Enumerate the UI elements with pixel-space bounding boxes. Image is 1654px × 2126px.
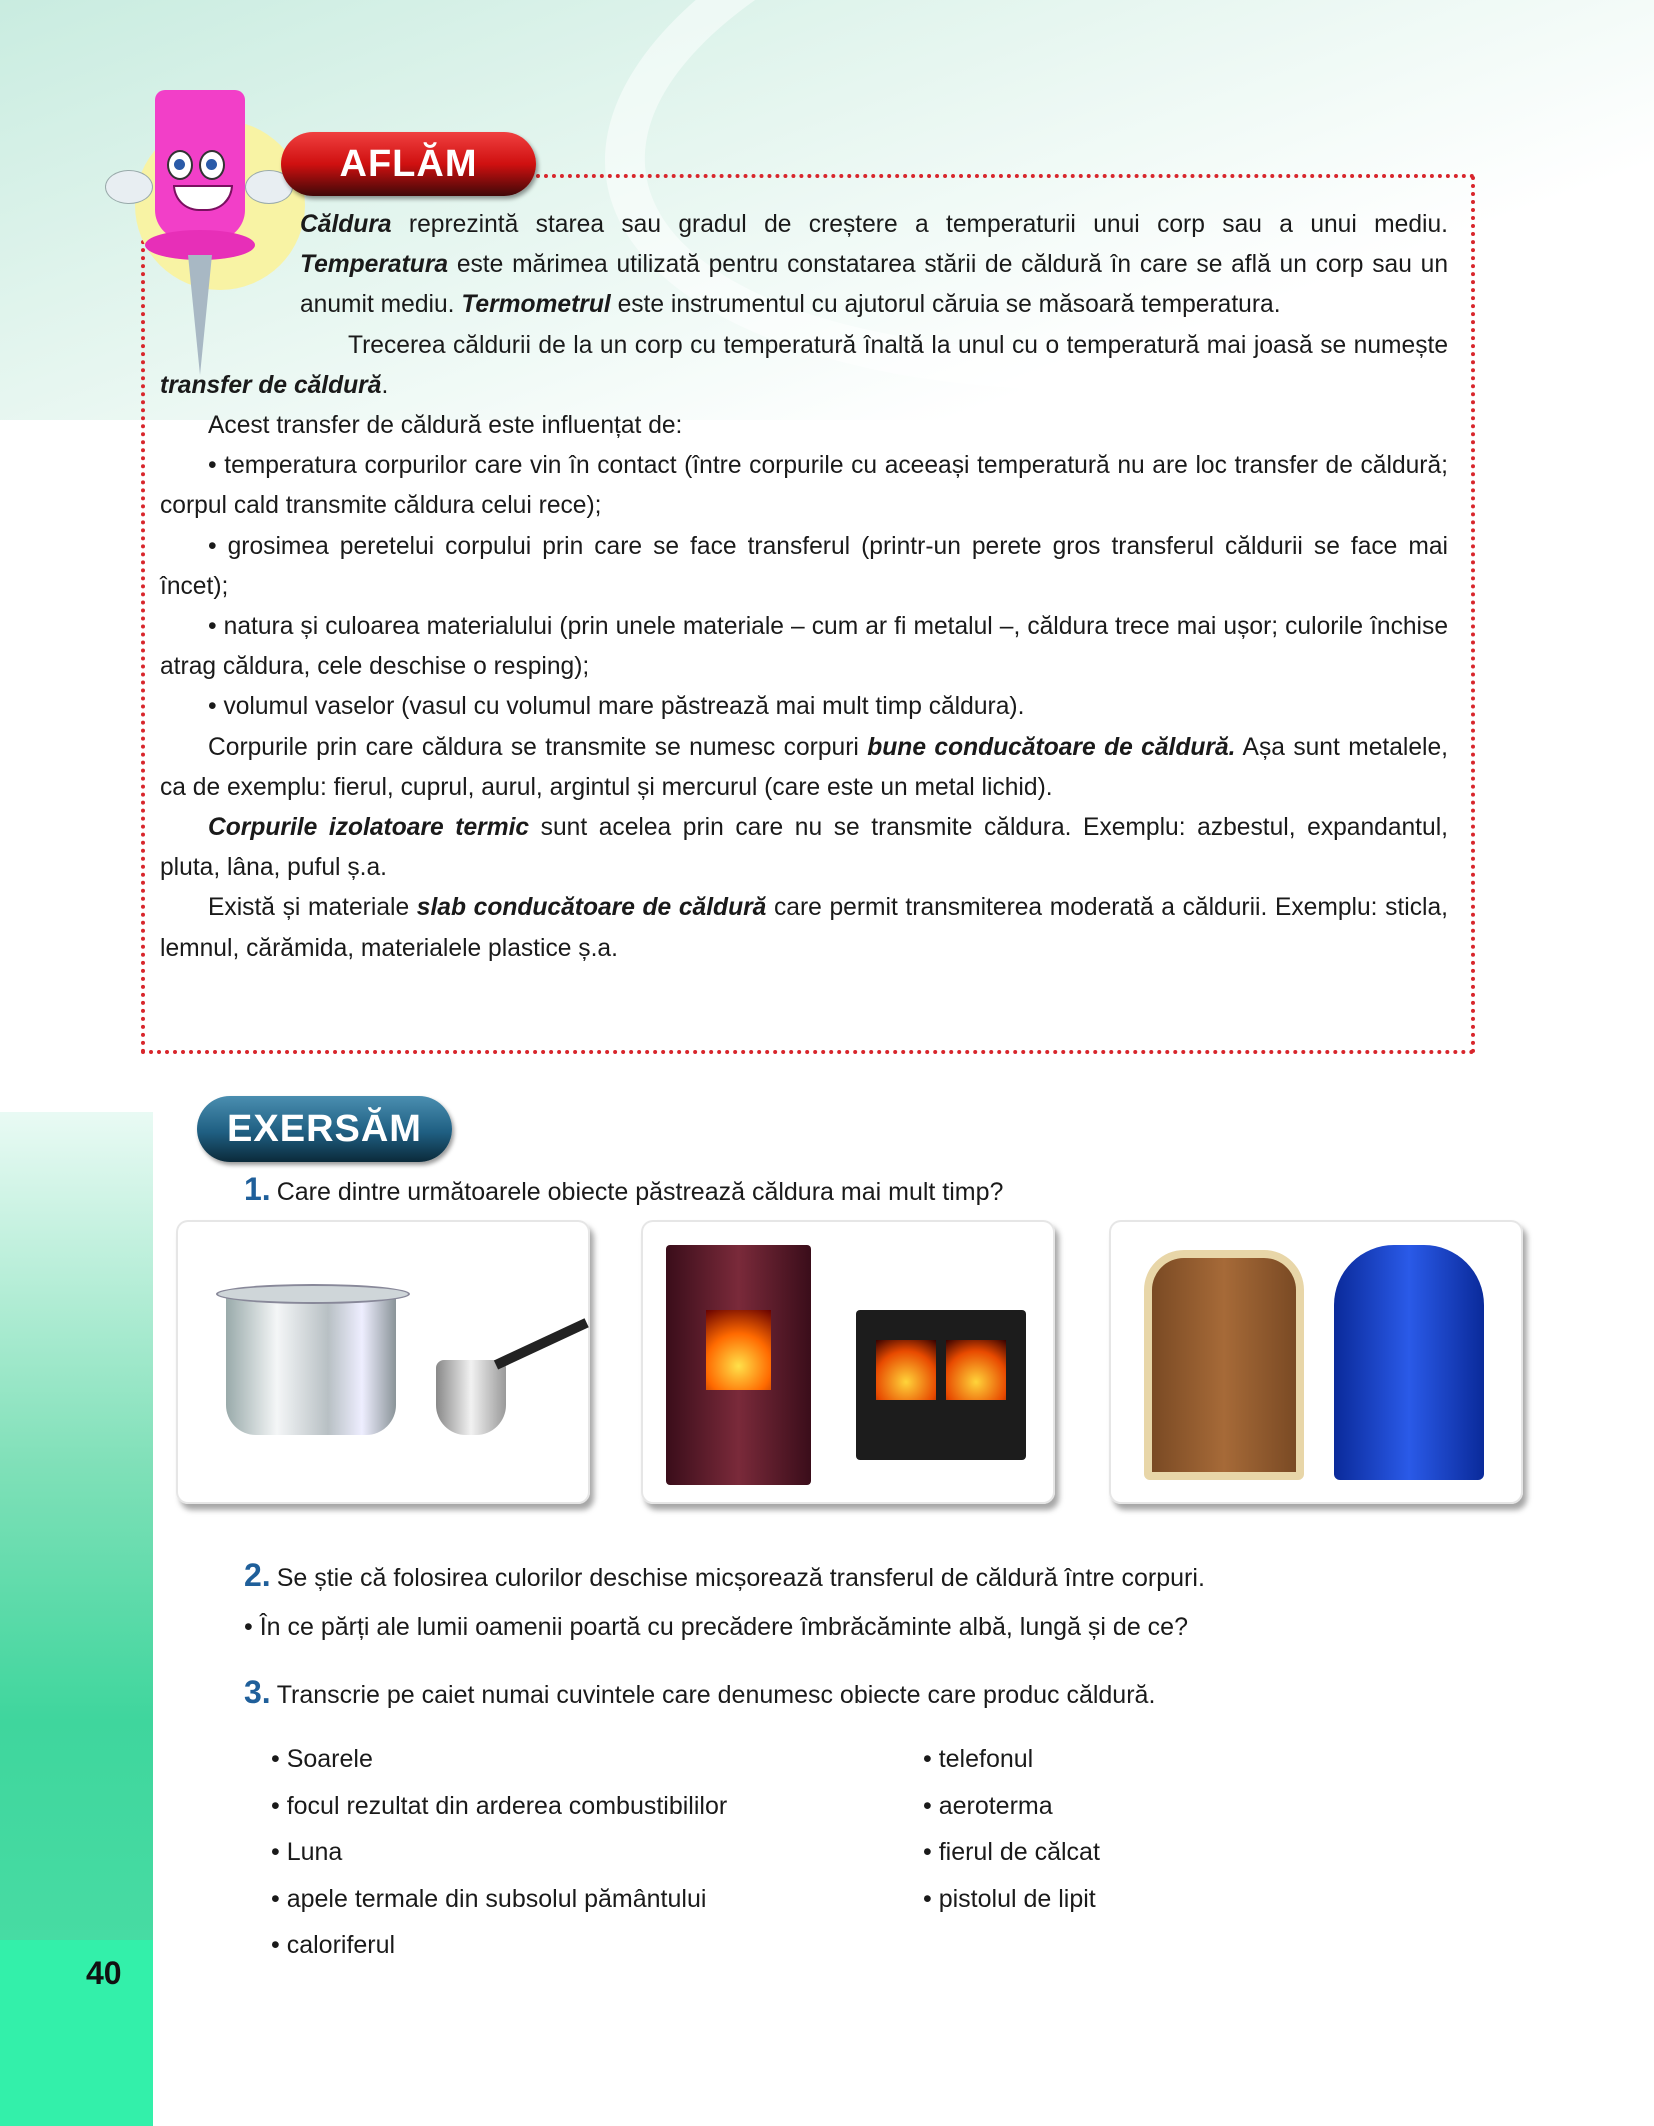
key-term: Căldura (300, 211, 392, 238)
question-2 (244, 1558, 1205, 1595)
text-segment: reprezintă starea sau gradul de creștere a temperaturii unui corp sau a unui mediu. (391, 211, 1448, 238)
paragraph (160, 687, 1448, 727)
text-segment: • volumul vaselor (vasul cu volumul mare păstrează mai mult timp căldura). (208, 693, 1025, 721)
aflam-heading: AFLĂM (281, 132, 536, 196)
text-segment: • natura și culoarea materialului (prin unele materiale – cum ar fi metalul –, căldura trece mai ușor; culorile închise atrag căldura, cele deschise o resping); (160, 613, 1448, 681)
list-item: • telefonul (923, 1736, 1100, 1783)
key-term: slab conducătoare de căldură (416, 894, 767, 922)
text-segment: sunt acelea prin care nu se transmite căldura. Exemplu: azbestul, expandantul, pluta, lâna, puful ș.a. (160, 814, 1448, 882)
key-term: Temperatura (300, 251, 449, 279)
list-item: • apele termale din subsolul pământului (271, 1876, 727, 1923)
question-2-bullet: • În ce părți ale lumii oamenii poartă cu precădere îmbrăcăminte albă, lungă și de ce? (244, 1613, 1188, 1641)
text-segment: este instrumentul cu ajutorul căruia se măsoară temperatura. (610, 291, 1281, 319)
key-term: bune conducătoare de căldură. (867, 733, 1236, 761)
question-1 (244, 1172, 1003, 1209)
question-number: 2. (244, 1557, 271, 1593)
text-segment: Corpurile prin care căldura se transmite se numesc corpuri (208, 733, 868, 761)
paragraph (160, 728, 1448, 808)
list-item: • Soarele (271, 1736, 727, 1783)
paragraph (160, 888, 1448, 968)
list-item: • Luna (271, 1829, 727, 1876)
text-segment: Acest transfer de căldură este influențat de: (208, 412, 683, 440)
list-item: • caloriferul (271, 1922, 727, 1969)
paragraph (160, 527, 1448, 607)
image-pot-and-coffee-pot (176, 1220, 590, 1504)
question-text: Se știe că folosirea culorilor deschise micșorează transferul de căldură între corpuri. (276, 1564, 1205, 1592)
key-term: Termometrul (461, 291, 611, 319)
list-item: • aeroterma (923, 1783, 1100, 1830)
key-term: Corpurile izolatoare termic (208, 814, 530, 842)
text-segment: Trecerea căldurii de la un corp cu temperatură înaltă la unul cu o temperatură mai joasă se numește (348, 331, 1448, 359)
text-segment: este mărimea utilizată pentru constatarea stării de căldură în care se află un corp sau un anumit mediu. (300, 251, 1448, 319)
text-segment: Există și materiale (208, 894, 417, 922)
paragraph (160, 205, 1448, 326)
text-segment: • temperatura corpurilor care vin în contact (între corpurile cu aceeași temperatură nu are loc transfer de căldură; corpul cald transmite căldura celui rece); (160, 452, 1448, 520)
paragraph (160, 607, 1448, 687)
list-item: • fierul de călcat (923, 1829, 1100, 1876)
list-item: • pistolul de lipit (923, 1876, 1100, 1923)
page-number: 40 (86, 1955, 122, 1991)
question-text: Transcrie pe caiet numai cuvintele care denumesc obiecte care produc căldură. (276, 1681, 1156, 1709)
key-term: transfer de căldură (160, 371, 382, 399)
paragraph (160, 446, 1448, 526)
paragraph (160, 808, 1448, 888)
aflam-text (160, 205, 1448, 969)
paragraph (160, 326, 1448, 406)
paragraph (160, 406, 1448, 446)
question-number: 3. (244, 1674, 271, 1710)
text-segment: care permit transmiterea moderată a căldurii. Exemplu: sticla, lemnul, cărămida, materialele plastice ș.a. (160, 894, 1448, 962)
question-3 (244, 1675, 1155, 1712)
question-number: 1. (244, 1171, 271, 1207)
page-number-tab (0, 1940, 153, 2126)
word-list-col2 (923, 1736, 1100, 1922)
image-coats (1109, 1220, 1523, 1504)
list-item: • focul rezultat din arderea combustibililor (271, 1783, 727, 1830)
exersam-heading: EXERSĂM (197, 1096, 452, 1162)
image-stoves (641, 1220, 1055, 1504)
question-text: Care dintre următoarele obiecte păstrează căldura mai mult timp? (276, 1178, 1004, 1206)
text-segment: Așa sunt metalele, ca de exemplu: fierul, cuprul, aurul, argintul și mercurul (care este un metal lichid). (160, 733, 1448, 801)
word-list-col1 (271, 1736, 727, 1969)
text-segment: . (381, 371, 389, 399)
text-segment: • grosimea peretelui corpului prin care se face transferul (printr-un perete gros transferul căldurii se face mai încet); (160, 532, 1448, 600)
